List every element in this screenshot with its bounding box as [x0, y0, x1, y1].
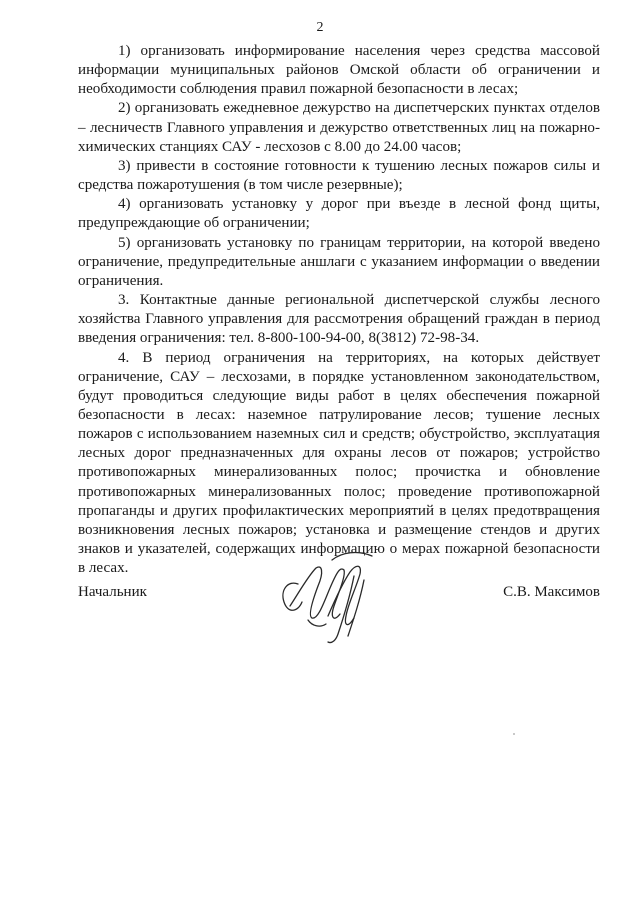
paragraph-clause-3: 3. Контактные данные региональной диспетчерской службы лесного хозяйства Главного управления для рассмотрения обращений граждан в период введения ограничения: тел. 8-800-100-94-00, 8(3812) 72-98-34.: [78, 292, 600, 347]
paragraph-item-3: 3) привести в состояние готовности к тушению лесных пожаров силы и средства пожаротушения (в том числе резервные);: [78, 157, 600, 194]
handwritten-signature-icon: [268, 546, 388, 646]
paragraph-item-5: 5) организовать установку по границам территории, на которой введено ограничение, предупредительные аншлаги с указанием информации о введении ограничения.: [78, 234, 600, 289]
paragraph-item-2: 2) организовать ежедневное дежурство на диспетчерских пунктах отделов – лесничеств Главного управления и дежурство ответственных лиц на пожарно-химических станциях САУ - лесхозов с 8.00 до 24.00 часов;: [78, 100, 600, 155]
scan-speck: [513, 733, 515, 735]
signatory-name: С.В. Максимов: [503, 584, 600, 600]
document-body: [78, 42, 600, 578]
paragraph-clause-4: 4. В период ограничения на территориях, на которых действует ограничение, САУ – лесхозами, в порядке установленном законодательством, будут проводиться следующие виды работ в целях обеспечения пожарной безопасности в лесах: наземное патрулирование лесов; тушение лесных пожаров с использованием наземных сил и средств; обустройство, эксплуатация лесных дорог предназначенных для охраны лесов от пожаров; устройство противопожарных минерализованных полос; прочистка и обновление противопожарных минерализованных полос; проведение противопожарной пропаганды и других профилактических мероприятий в целях предотвращения возникновения лесных пожаров; установка и размещение стендов и других знаков и указателей, содержащих информацию о мерах пожарной безопасности в лесах.: [78, 349, 600, 577]
page-number: 2: [316, 20, 324, 35]
signatory-title: Начальник: [78, 584, 147, 600]
paragraph-item-1: 1) организовать информирование населения через средства массовой информации муниципальных районов Омской области об ограничении и необходимости соблюдения правил пожарной безопасности в лесах;: [78, 43, 600, 98]
paragraph-item-4: 4) организовать установку у дорог при въезде в лесной фонд щиты, предупреждающие об ограничении;: [78, 196, 600, 232]
